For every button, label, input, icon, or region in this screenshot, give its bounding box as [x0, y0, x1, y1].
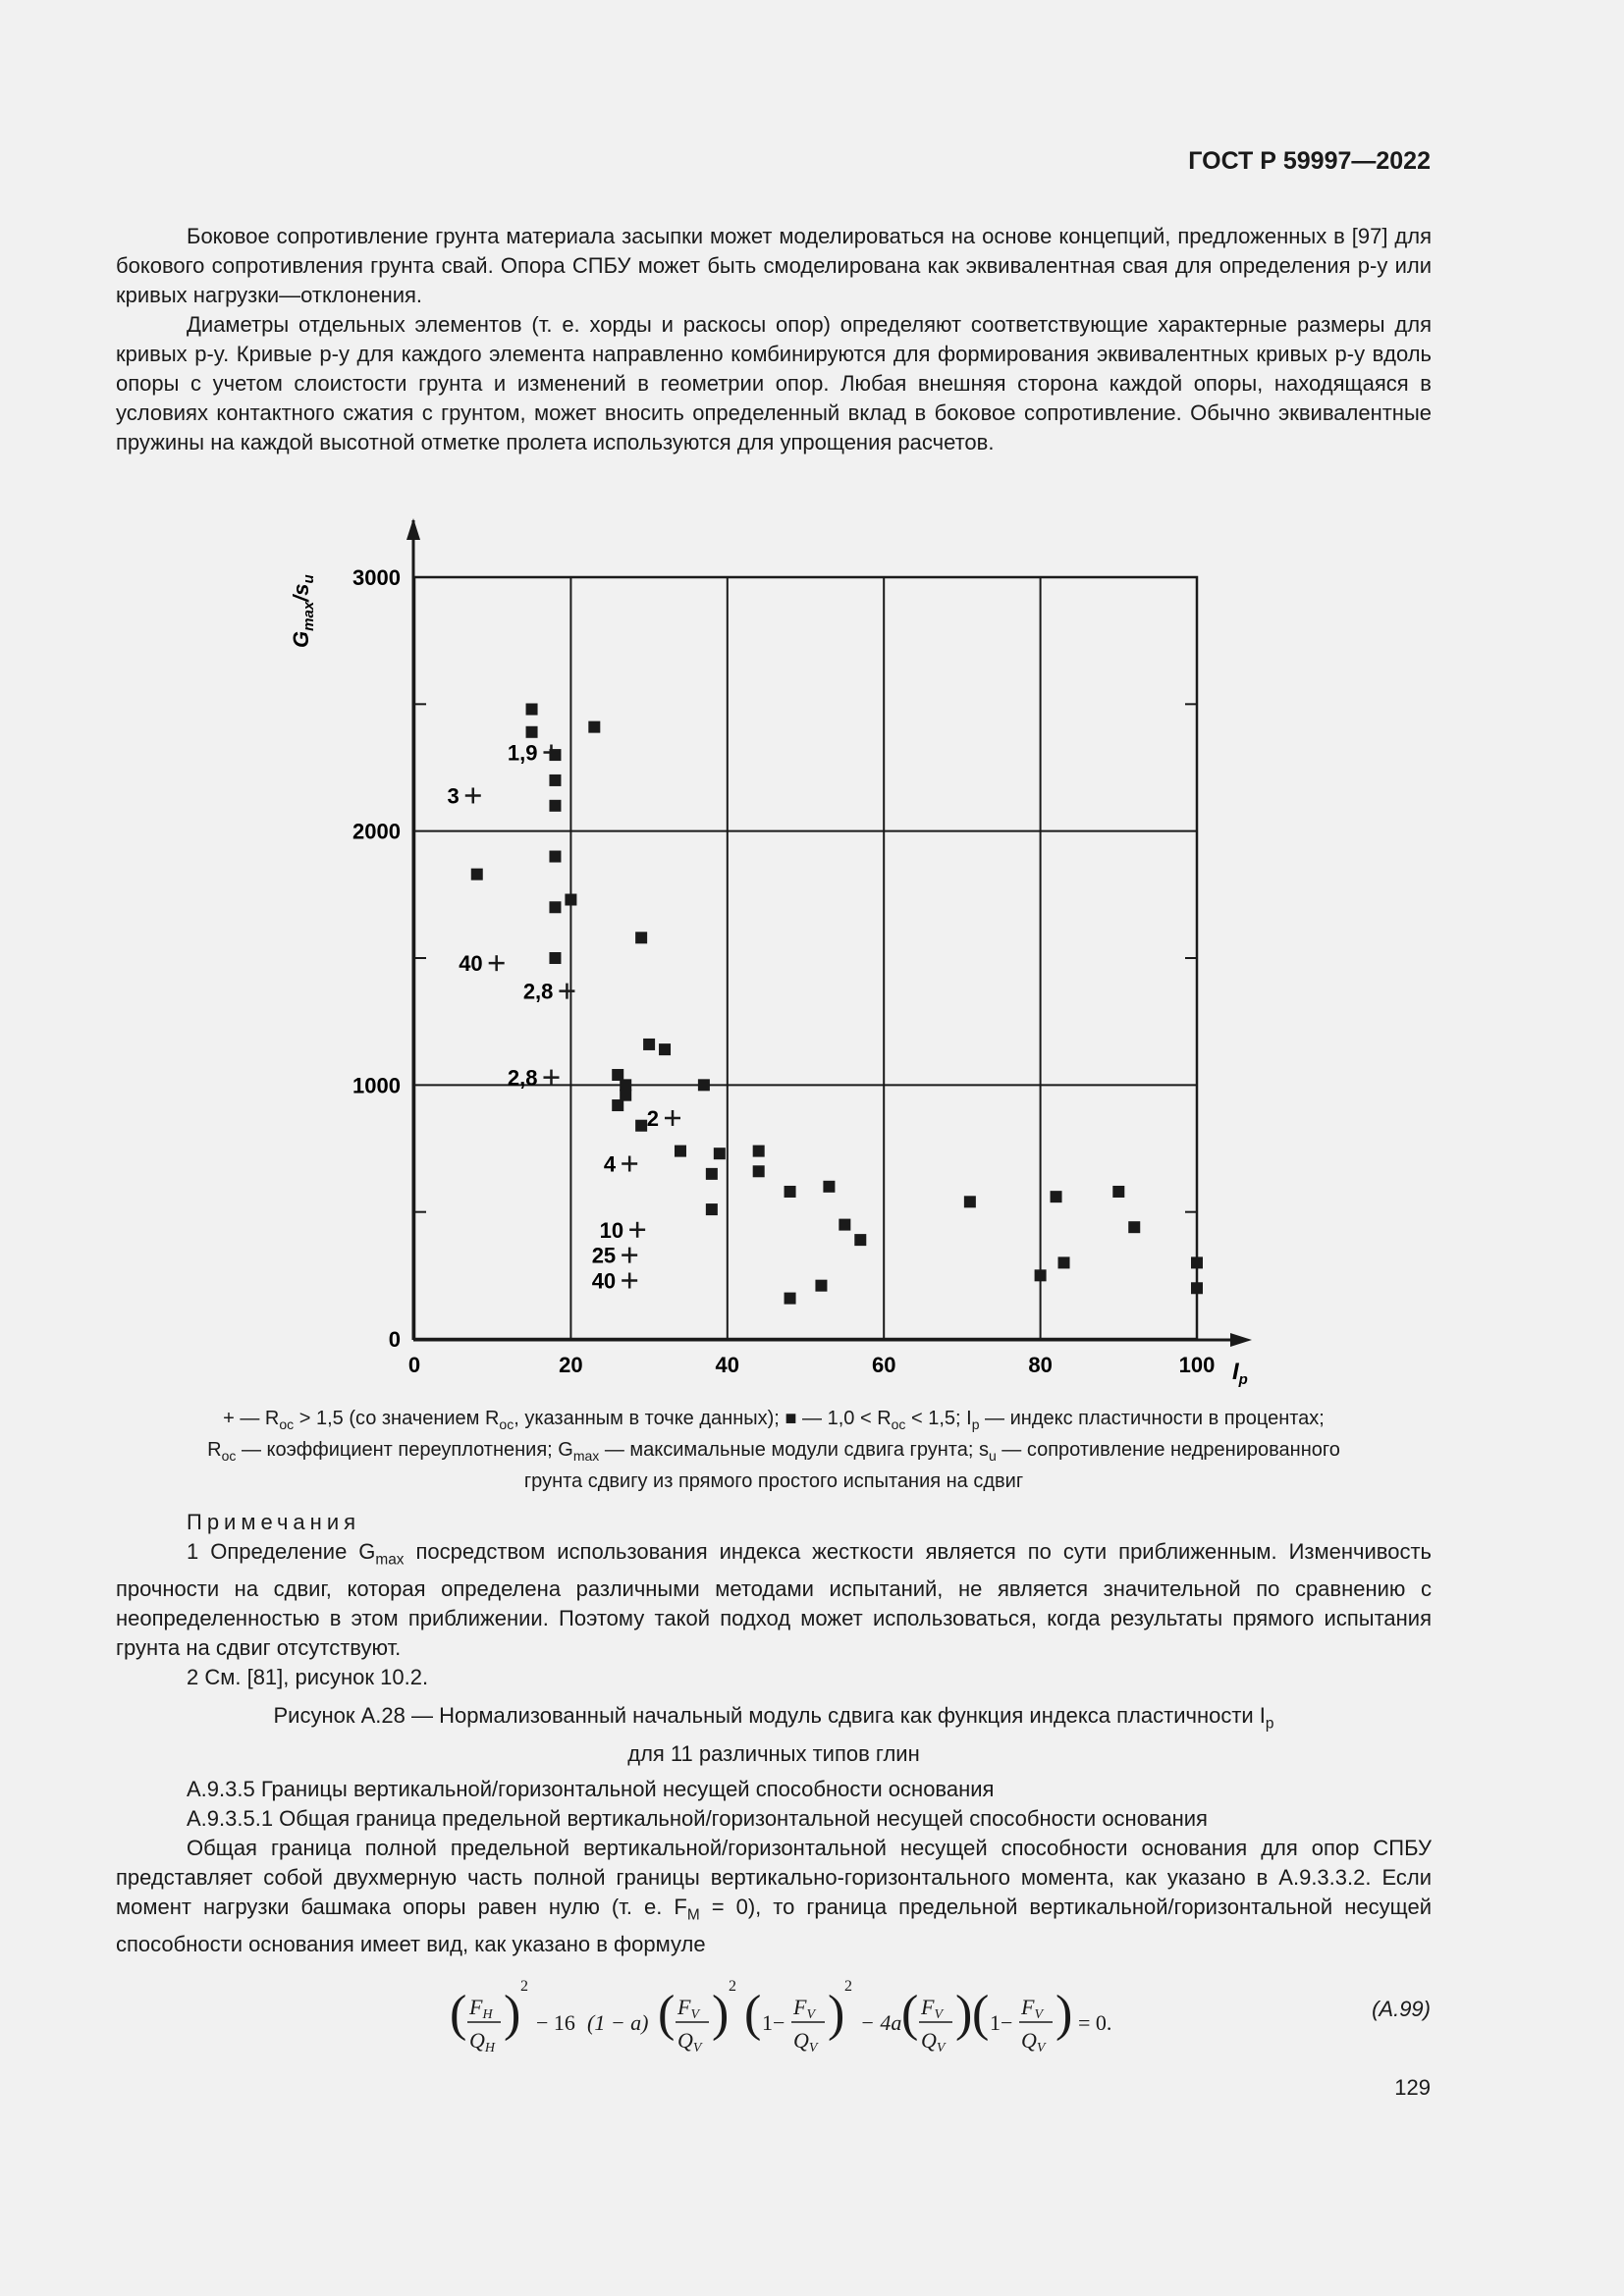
figure-caption: Рисунок А.28 — Нормализованный начальный модуль сдвига как функция индекса пластичности $I_p$ для 11 различных типов глин	[273, 1703, 1274, 1767]
square-point-2	[588, 721, 600, 733]
notes-heading: Примечания	[187, 1510, 361, 1534]
x-axis-label: $I_p$	[1232, 1359, 1248, 1388]
square-point-22	[753, 1146, 765, 1157]
svg-text:QV: QV	[793, 2028, 818, 2056]
svg-text:): )	[955, 1986, 973, 2042]
svg-text:2: 2	[844, 1978, 852, 1995]
square-point-16	[698, 1079, 710, 1091]
square-point-7	[549, 901, 561, 913]
svg-text:): )	[1056, 1986, 1073, 2042]
svg-text:= 0.: = 0.	[1078, 2010, 1112, 2035]
legend-line-3: грунта сдвигу из прямого простого испытания на сдвиг	[523, 1470, 1024, 1492]
square-point-25	[785, 1186, 796, 1198]
svg-text:): )	[828, 1986, 845, 2042]
square-point-34	[1058, 1256, 1070, 1268]
square-point-38	[815, 1280, 827, 1292]
section-text	[116, 1775, 1432, 1959]
square-point-18	[612, 1099, 623, 1111]
svg-text:): )	[504, 1986, 521, 2042]
y-tick-label-2000: 2000	[352, 819, 401, 844]
square-point-15	[620, 1079, 631, 1091]
notes-section	[116, 1508, 1432, 1692]
square-point-24	[753, 1165, 765, 1177]
y-tick-label-0: 0	[388, 1327, 401, 1352]
square-point-29	[854, 1234, 866, 1246]
square-point-12	[643, 1039, 655, 1050]
svg-text:1−: 1−	[990, 2010, 1013, 2035]
intro-paragraph-1: Боковое сопротивление грунта материала засыпки может моделироваться на основе концепций, предложенных в [97] для бокового сопротивления грунта свай. Опора СПБУ может быть смоделирована как эквивалентная свая для определения p-y или кривых нагрузки—отклонения.	[116, 224, 1432, 307]
square-point-35	[1035, 1269, 1047, 1281]
section-heading-2: А.9.3.5.1 Общая граница предельной вертикальной/горизонтальной несущей способности основания	[187, 1806, 1208, 1831]
square-point-33	[1128, 1221, 1140, 1233]
note-2: 2 См. [81], рисунок 10.2.	[187, 1665, 429, 1690]
x-tick-label-80: 80	[1028, 1353, 1053, 1377]
square-point-28	[839, 1219, 850, 1231]
square-point-10	[549, 952, 561, 964]
plus-point-label-7: 10	[599, 1217, 624, 1243]
square-point-5	[549, 800, 561, 812]
square-point-8	[565, 894, 576, 906]
square-point-36	[1191, 1256, 1203, 1268]
square-point-13	[659, 1043, 671, 1055]
svg-text:(: (	[658, 1986, 676, 2042]
svg-text:QV: QV	[1021, 2028, 1046, 2056]
svg-text:(: (	[901, 1986, 919, 2042]
x-tick-label-0: 0	[407, 1353, 421, 1377]
plus-point-label-2: 40	[459, 951, 483, 977]
section-heading-1: А.9.3.5 Границы вертикальной/горизонтальной несущей способности основания	[187, 1777, 995, 1801]
legend-line-2: $R_{oc}$ — коэффициент переуплотнения; $G_{max}$ — максимальные модули сдвига грунта; $s_u$ — сопротивление недренированного	[207, 1439, 1340, 1464]
intro-paragraph-2: Диаметры отдельных элементов (т. е. хорды и раскосы опор) определяют соответствующие характерные размеры для кривых p-y. Кривые p-y для каждого элемента направленно комбинируются для формирования эквивалентных кривых p-y вдоль опоры с учетом слоистости грунта и изменений в геометрии опор. Любая внешняя сторона каждой опоры, находящаяся в условиях контактного сжатия с грунтом, может вносить определенный вклад в боковое сопротивление. Обычно эквивалентные пружины на каждой высотной отметке пролета используются для упрощения расчетов.	[116, 312, 1432, 454]
plus-point-label-8: 25	[591, 1243, 617, 1268]
square-point-23	[706, 1168, 718, 1180]
square-point-9	[471, 869, 483, 881]
square-markers	[471, 704, 1203, 1305]
square-point-19	[635, 1120, 647, 1132]
svg-text:FV: FV	[921, 1995, 944, 2022]
square-point-11	[635, 932, 647, 943]
square-point-14	[612, 1069, 623, 1081]
square-point-6	[549, 851, 561, 863]
chart-legend	[116, 1406, 1432, 1494]
x-axis-arrow	[1230, 1333, 1252, 1347]
note-1: 1 Определение $G_{max}$ посредством использования индекса жесткости является по сути приближенным. Изменчивость прочности на сдвиг, которая определена различными методами испытаний, не является значительной по сравнению с неопределенностью в этом приближении. Поэтому такой подход может использоваться, когда результаты прямого испытания грунта на сдвиг отсутствуют.	[116, 1539, 1432, 1661]
y-axis-arrow	[406, 518, 420, 540]
svg-text:FH: FH	[469, 1995, 493, 2022]
plot-frame	[414, 577, 1197, 1339]
formula-a99	[450, 1973, 1137, 2071]
svg-text:2: 2	[520, 1978, 528, 1995]
equation-number: (A.99)	[1372, 1997, 1431, 2021]
square-point-32	[1112, 1186, 1124, 1198]
square-point-4	[549, 774, 561, 786]
intro-text	[116, 222, 1432, 457]
square-point-30	[964, 1196, 976, 1207]
square-point-21	[714, 1148, 726, 1159]
svg-text:FV: FV	[677, 1995, 700, 2022]
plus-point-label-4: 2,8	[507, 1065, 538, 1091]
square-point-1	[526, 726, 538, 738]
square-point-31	[1051, 1191, 1062, 1202]
plus-point-label-3: 2,8	[522, 979, 554, 1004]
x-tick-label-60: 60	[871, 1353, 896, 1377]
document-header: ГОСТ Р 59997—2022	[1188, 147, 1431, 175]
svg-text:): )	[712, 1986, 730, 2042]
square-point-26	[823, 1181, 835, 1193]
svg-text:(: (	[972, 1986, 990, 2042]
square-point-27	[706, 1203, 718, 1215]
y-axis-label: $G_{max}/s_u$	[289, 574, 317, 648]
y-tick-label-3000: 3000	[352, 565, 401, 590]
section-paragraph: Общая граница полной предельной вертикальной/горизонтальной несущей способности основания для опор СПБУ представляет собой двухмерную часть полной границы вертикально-горизонтального момента, как указано в А.9.3.3.2. Если момент нагрузки башмака опоры равен нулю (т. е. $F_M = 0$), то граница предельной вертикальной/горизонтальной несущей способности основания имеет вид, как указано в формуле	[116, 1836, 1433, 1957]
svg-text:FV: FV	[793, 1995, 816, 2022]
square-point-37	[1191, 1282, 1203, 1294]
svg-text:QV: QV	[921, 2028, 946, 2056]
plus-point-label-6: 4	[603, 1151, 617, 1177]
x-tick-label-100: 100	[1178, 1353, 1216, 1377]
square-icon: ■	[785, 1408, 797, 1429]
square-point-20	[675, 1146, 686, 1157]
plus-point-label-1: 3	[447, 783, 460, 809]
plus-markers	[448, 740, 680, 1293]
legend-line-1: + — $R_{oc} > 1,5$ (со значением $R_{oc}$, указанным в точке данных); ■ — $1,0 < R_{oc} < 1,5$; $I_p$ — индекс пластичности в процентах;	[223, 1408, 1325, 1432]
gridlines	[414, 577, 1197, 1339]
plus-point-label-5: 2	[646, 1105, 660, 1131]
svg-text:(: (	[744, 1986, 762, 2042]
svg-text:FV: FV	[1021, 1995, 1044, 2022]
page-number: 129	[1394, 2075, 1431, 2100]
square-point-17	[620, 1090, 631, 1101]
svg-text:1−: 1−	[762, 2010, 785, 2035]
x-tick-label-40: 40	[715, 1353, 740, 1377]
plus-point-label-0: 1,9	[507, 740, 538, 766]
square-point-39	[785, 1293, 796, 1305]
svg-text:− 4a: − 4a	[860, 2010, 902, 2035]
plus-point-label-9: 40	[591, 1268, 617, 1294]
svg-text:− 16: − 16	[536, 2010, 575, 2035]
svg-text:2: 2	[729, 1978, 736, 1995]
svg-text:(1 − a): (1 − a)	[587, 2010, 649, 2035]
svg-text:QH: QH	[469, 2028, 496, 2056]
x-tick-label-20: 20	[559, 1353, 583, 1377]
scatter-chart	[285, 510, 1267, 1394]
y-tick-label-1000: 1000	[352, 1073, 401, 1098]
square-point-0	[526, 704, 538, 716]
svg-text:QV: QV	[677, 2028, 702, 2056]
svg-text:(: (	[450, 1986, 467, 2042]
